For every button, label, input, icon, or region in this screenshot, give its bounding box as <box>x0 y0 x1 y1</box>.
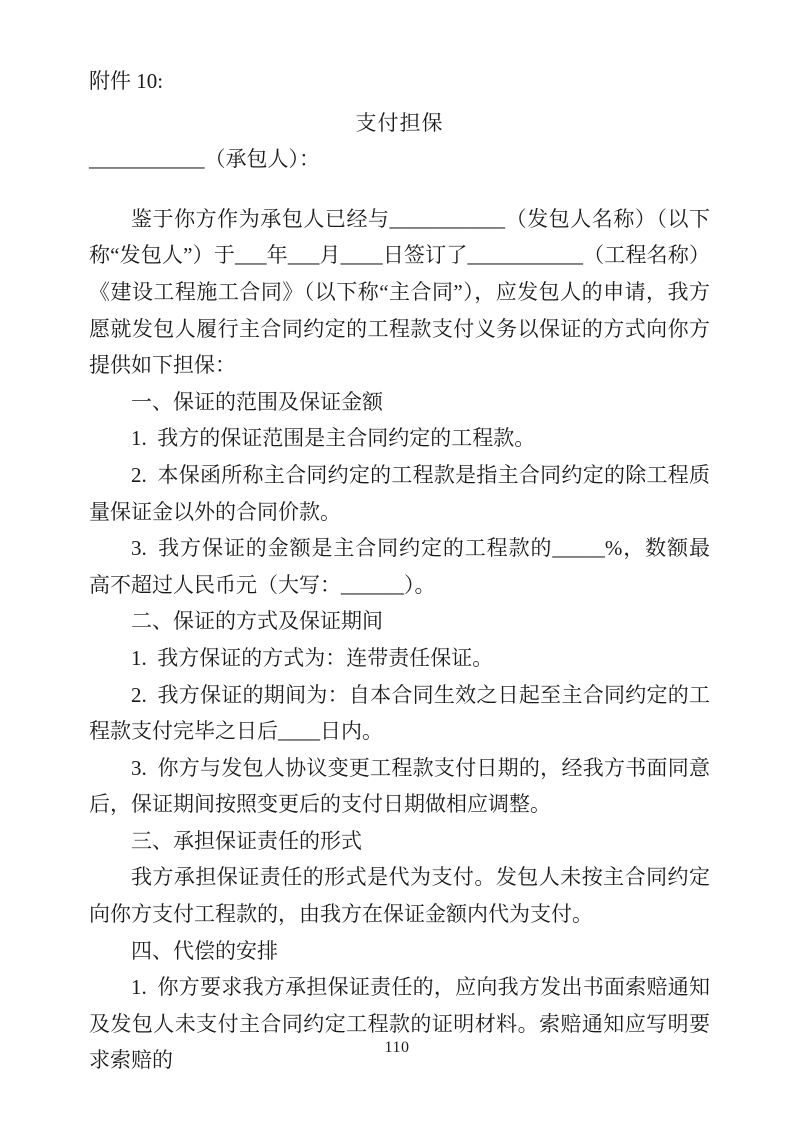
paragraph: 3. 我方保证的金额是主合同约定的工程款的_____%，数额最高不超过人民币元（大写：______）。 <box>89 536 710 597</box>
document-title: 支付担保 <box>355 110 444 135</box>
paragraph: 四、代偿的安排 <box>131 938 278 963</box>
paragraph: 1. 你方要求我方承担保证责任的，应向我方发出书面索赔通知及发包人未支付主合同约定工程款的证明材料。索赔通知应写明要求索赔的 <box>89 975 710 1073</box>
paragraph: 2. 本保函所称主合同约定的工程款是指主合同约定的除工程质量保证金以外的合同价款。 <box>89 462 710 524</box>
page-number: 110 <box>384 1039 410 1056</box>
paragraph: 1. 我方的保证范围是主合同约定的工程款。 <box>131 426 536 451</box>
document-body <box>89 201 710 1079</box>
paragraph: 一、保证的范围及保证金额 <box>131 389 383 414</box>
paragraph: 鉴于你方作为承包人已经与___________（发包人名称）（以下称“发包人”）于___年___月____日签订了___________（工程名称）《建设工程施工合同》（以下称“主合同”），应发包人的申请，我方愿就发包人履行主合同约定的工程款支付义务以保证的方式向你方提供如下担保： <box>89 206 710 378</box>
paragraph: 我方承担保证责任的形式是代为支付。发包人未按主合同约定向你方支付工程款的，由我方在保证金额内代为支付。 <box>89 865 710 927</box>
paragraph: 2. 我方保证的期间为：自本合同生效之日起至主合同约定的工程款支付完毕之日后____日内。 <box>89 682 710 744</box>
paragraph: 3. 你方与发包人协议变更工程款支付日期的，经我方书面同意后，保证期间按照变更后的支付日期做相应调整。 <box>89 755 710 817</box>
paragraph: 1. 我方保证的方式为：连带责任保证。 <box>131 645 494 670</box>
attachment-label: 附件 10: <box>89 69 164 93</box>
paragraph: 三、承担保证责任的形式 <box>131 828 362 853</box>
salutation-line: ___________（承包人）： <box>89 147 320 172</box>
paragraph: 二、保证的方式及保证期间 <box>131 609 383 634</box>
